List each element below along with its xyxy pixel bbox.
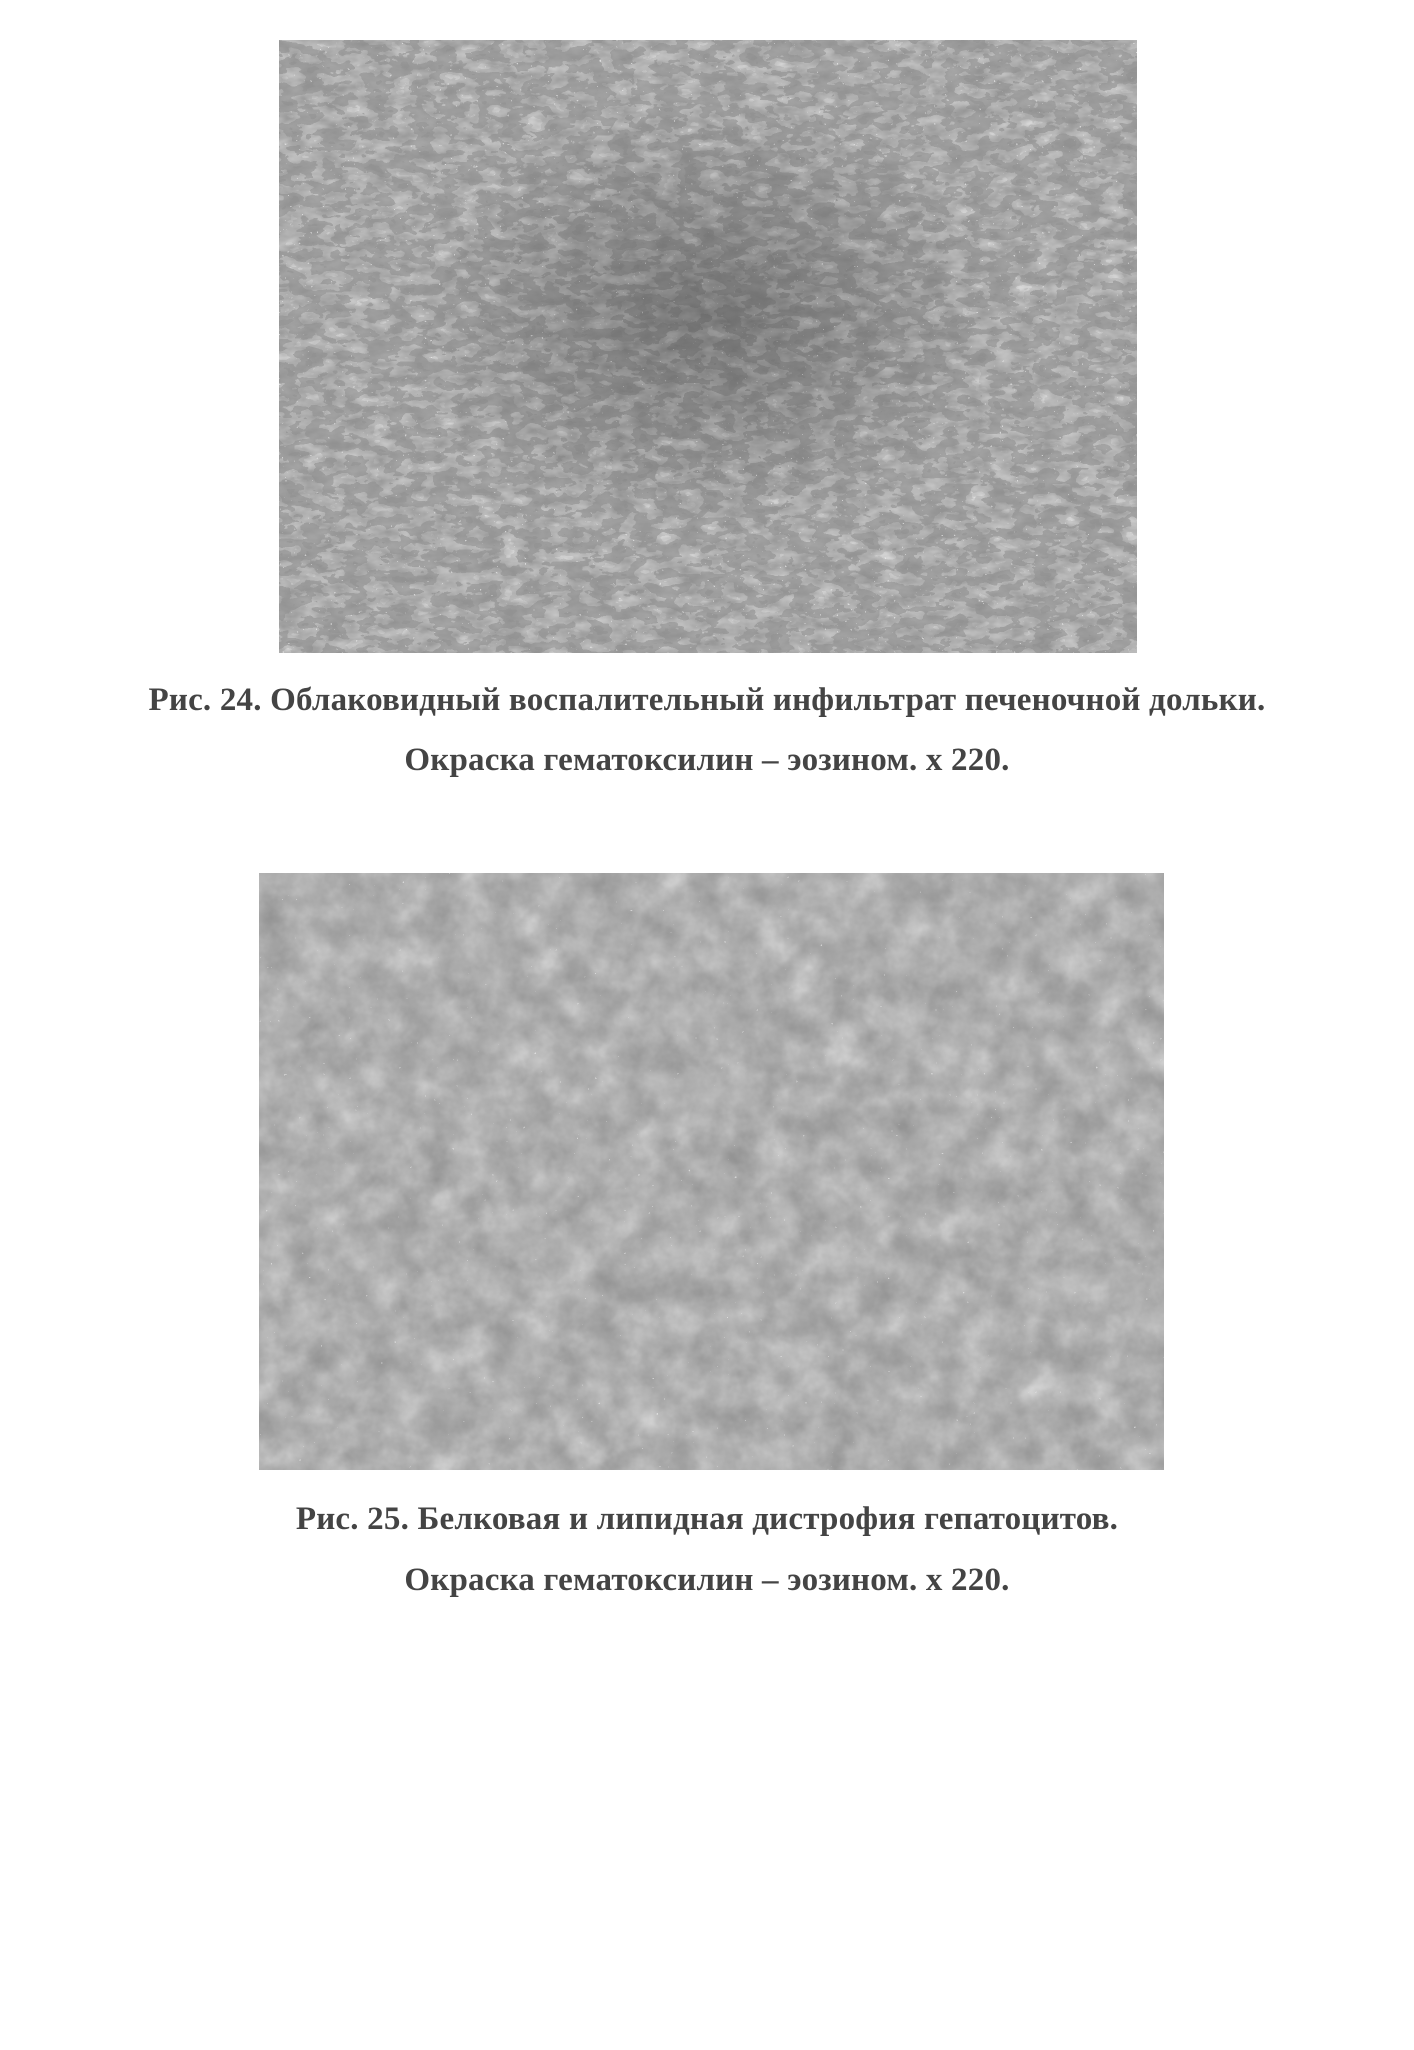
figure-25-stain-note: Окраска гематоксилин – эозином. х 220. <box>404 1562 1010 1598</box>
micrograph-figure-24 <box>279 40 1137 653</box>
micrograph-image-25 <box>259 873 1164 1470</box>
micrograph-image-24 <box>279 40 1137 653</box>
figure-24-stain-note: Окраска гематоксилин – эозином. х 220. <box>404 742 1010 778</box>
figure-25-caption: Рис. 25. Белковая и липидная дистрофия гепатоцитов. <box>295 1501 1119 1537</box>
micrograph-figure-25 <box>259 873 1164 1470</box>
figure-24-caption: Рис. 24. Облаковидный воспалительный инфильтрат печеночной дольки. <box>148 682 1266 718</box>
